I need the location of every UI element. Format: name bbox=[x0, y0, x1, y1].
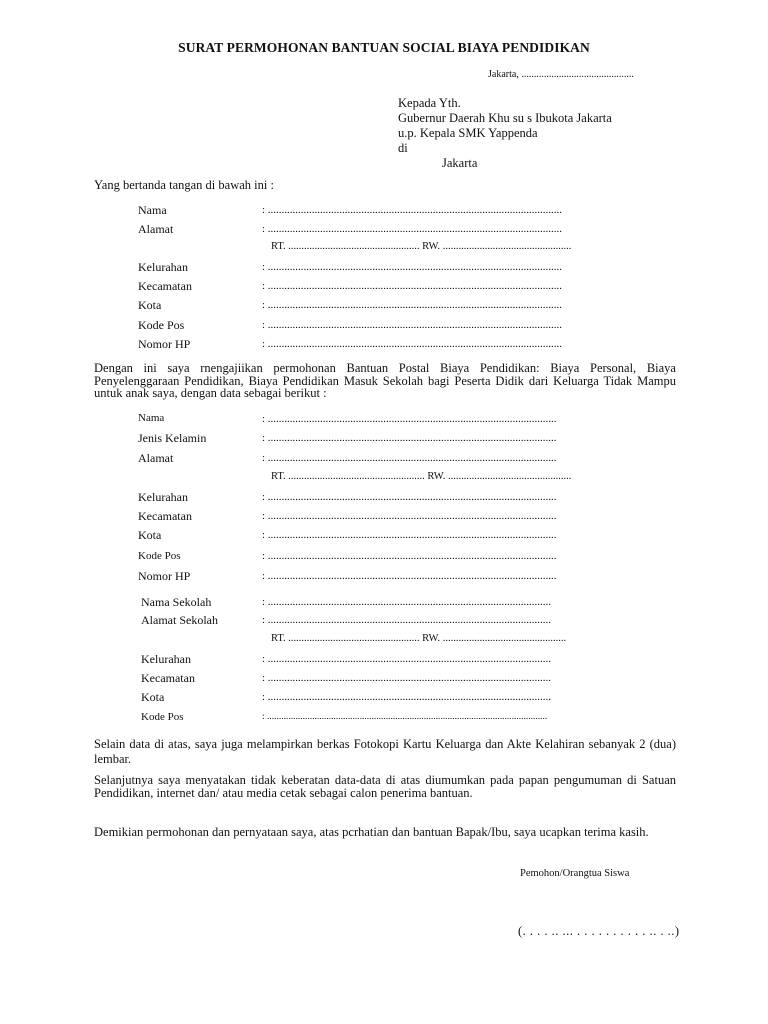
school-nama-field[interactable]: : ....................................................................................................... bbox=[262, 596, 552, 608]
student-kelurahan-field[interactable]: : ......................................................................................................... bbox=[262, 491, 557, 503]
student-nama-label: Nama bbox=[138, 412, 165, 424]
applicant-rtrw-field[interactable]: RT. .................................................. RW. ................................................. bbox=[271, 241, 572, 252]
applicant-kodepos-field[interactable]: : ........................................................................................................... bbox=[262, 319, 563, 331]
school-kecamatan-field[interactable]: : ....................................................................................................... bbox=[262, 672, 552, 684]
student-kota-field[interactable]: : ......................................................................................................... bbox=[262, 529, 557, 541]
applicant-alamat-field[interactable]: : ........................................................................................................... bbox=[262, 223, 563, 235]
applicant-kelurahan-field[interactable]: : ........................................................................................................... bbox=[262, 261, 563, 273]
student-rtrw-field[interactable]: RT. .................................................... RW. ............................................... bbox=[271, 471, 572, 482]
request-paragraph: Dengan ini saya rnengajiikan permohonan Bantuan Postal Biaya Pendidikan: Biaya Personal, Biaya Penyelenggaraan Pendidikan, Biaya Pendidikan Masuk Sekolah bagi Peserta Didik dari Keluarga Tidak Mampu untuk anak saya, dengan data sebagai berikut : bbox=[94, 361, 676, 400]
applicant-nama-label: Nama bbox=[138, 203, 167, 217]
recipient-line-2: Gubernur Daerah Khu su s Ibukota Jakarta bbox=[398, 111, 612, 125]
student-kelurahan-label: Kelurahan bbox=[138, 490, 188, 504]
student-jenis-kelamin-field[interactable]: : ......................................................................................................... bbox=[262, 432, 557, 444]
student-alamat-label: Alamat bbox=[138, 451, 174, 465]
school-alamat-field[interactable]: : ....................................................................................................... bbox=[262, 614, 552, 626]
student-alamat-field[interactable]: : ......................................................................................................... bbox=[262, 452, 557, 464]
intro-text: Yang bertanda tangan di bawah ini : bbox=[94, 178, 274, 192]
applicant-nomorhp-field[interactable]: : ........................................................................................................... bbox=[262, 338, 563, 350]
student-kodepos-field[interactable]: : ......................................................................................................... bbox=[262, 550, 557, 562]
applicant-alamat-label: Alamat bbox=[138, 222, 174, 236]
student-jenis-kelamin-label: Jenis Kelamin bbox=[138, 431, 207, 445]
document-title: SURAT PERMOHONAN BANTUAN SOCIAL BIAYA PENDIDIKAN bbox=[178, 40, 590, 55]
student-kodepos-label: Kode Pos bbox=[138, 550, 181, 562]
recipient-line-3: u.p. Kepala SMK Yappenda bbox=[398, 126, 538, 140]
student-nama-field[interactable]: : ......................................................................................................... bbox=[262, 413, 557, 425]
applicant-kodepos-label: Kode Pos bbox=[138, 318, 185, 332]
school-kelurahan-field[interactable]: : ....................................................................................................... bbox=[262, 653, 552, 665]
school-kodepos-field[interactable]: : ...................................................................................................................... bbox=[262, 712, 548, 722]
recipient-line-4: di bbox=[398, 141, 408, 155]
student-kecamatan-field[interactable]: : ......................................................................................................... bbox=[262, 510, 557, 522]
applicant-nama-field[interactable]: : ........................................................................................................... bbox=[262, 204, 563, 216]
statement-paragraph: Selanjutnya saya menyatakan tidak keberatan data-data di atas diumumkan pada papan pengumuman di Satuan Pendidikan, internet dan/ atau media cetak sebagai calon penerima bantuan. bbox=[94, 773, 676, 800]
recipient-line-5: Jakarta bbox=[442, 156, 478, 170]
school-kodepos-label: Kode Pos bbox=[141, 711, 184, 723]
applicant-kota-field[interactable]: : ........................................................................................................... bbox=[262, 299, 563, 311]
school-kecamatan-label: Kecamatan bbox=[141, 671, 195, 685]
signature-label: Pemohon/Orangtua Siswa bbox=[520, 868, 630, 879]
applicant-kecamatan-label: Kecamatan bbox=[138, 279, 192, 293]
school-nama-label: Nama Sekolah bbox=[141, 595, 212, 609]
school-rtrw-field[interactable]: RT. .................................................. RW. ............................................... bbox=[271, 633, 567, 644]
school-kota-label: Kota bbox=[141, 690, 165, 704]
closing-paragraph: Demikian permohonan dan pernyataan saya, atas pcrhatian dan bantuan Bapak/Ibu, saya ucapkan terima kasih. bbox=[94, 825, 649, 839]
applicant-nomorhp-label: Nomor HP bbox=[138, 337, 191, 351]
applicant-kecamatan-field[interactable]: : ........................................................................................................... bbox=[262, 280, 563, 292]
applicant-kelurahan-label: Kelurahan bbox=[138, 260, 188, 274]
school-kelurahan-label: Kelurahan bbox=[141, 652, 191, 666]
student-kecamatan-label: Kecamatan bbox=[138, 509, 192, 523]
student-nomorhp-field[interactable]: : ......................................................................................................... bbox=[262, 570, 557, 582]
applicant-kota-label: Kota bbox=[138, 298, 162, 312]
student-nomorhp-label: Nomor HP bbox=[138, 569, 191, 583]
recipient-line-1: Kepada Yth. bbox=[398, 96, 461, 110]
school-kota-field[interactable]: : ....................................................................................................... bbox=[262, 691, 552, 703]
attachment-paragraph: Selain data di atas, saya juga melampirkan berkas Fotokopi Kartu Keluarga dan Akte Kelahiran sebanyak 2 (dua) lembar. bbox=[94, 737, 676, 766]
school-alamat-label: Alamat Sekolah bbox=[141, 613, 218, 627]
student-kota-label: Kota bbox=[138, 528, 162, 542]
signature-line[interactable]: (. . . . .. ... . . . . . . . . . . .. . ..) bbox=[518, 924, 680, 938]
place-date-line: Jakarta, ............................................. bbox=[488, 69, 634, 80]
